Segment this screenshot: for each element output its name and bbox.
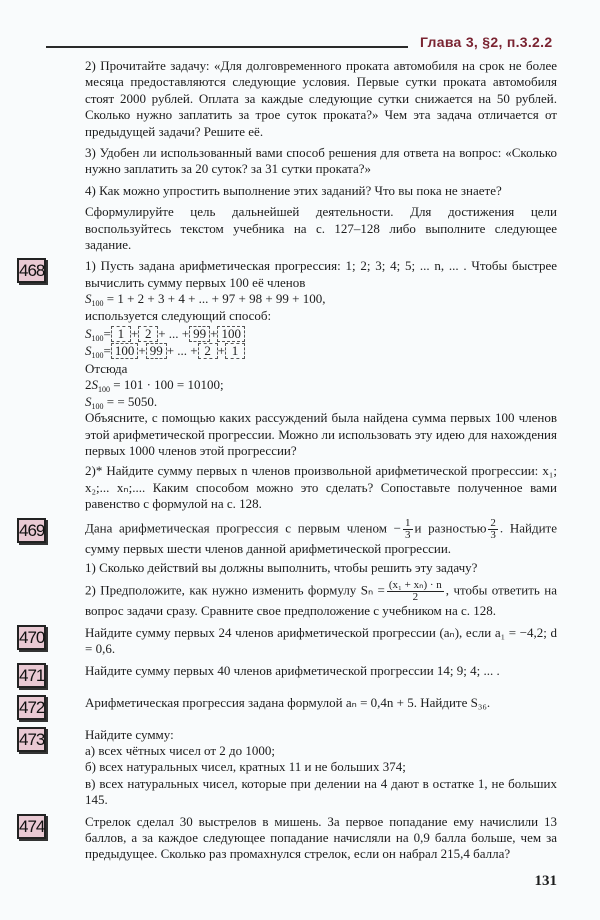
- task-number-468: 468: [17, 258, 46, 283]
- numerator: (x₁ + xₙ) · n: [388, 579, 442, 592]
- intro-p3: 3) Удобен ли использованный вами способ решения для ответа на вопрос: «Сколько нужно заплатить за 20 суток? за 31 сутки проката?»: [85, 145, 557, 177]
- pair-row-1: [85, 326, 557, 342]
- fraction: [488, 518, 498, 541]
- denominator: 3: [490, 528, 496, 541]
- plus: +: [217, 342, 225, 358]
- task-number-469: 469: [17, 518, 46, 543]
- plus: +: [210, 326, 218, 342]
- header-rule: [46, 46, 408, 48]
- task-number-470: 470: [17, 625, 46, 650]
- task-472-text: Арифметическая прогрессия задана формулой aₙ = 0,4n + 5. Найдите S₃₆.: [85, 694, 491, 710]
- fraction: [403, 518, 413, 541]
- task-number-473: 473: [17, 727, 46, 752]
- sum-line: [85, 291, 557, 307]
- boxed-term: 99: [146, 343, 167, 359]
- p2-text: 2)* Найдите сумму первых n членов произвольной арифметической прогрессии:: [85, 463, 539, 479]
- task-471-text: Найдите сумму первых 40 членов арифметической прогрессии 14; 9; 4; ... .: [85, 662, 500, 678]
- formula-fraction: [387, 580, 444, 603]
- p2-text-cont: x₁; x₂;... xₙ;.... Каким способом можно это сделать? Сопоставьте полученное вами равенство с формулой на с. 128.: [85, 463, 558, 512]
- intro-p4: 4) Как можно упростить выполнение этих заданий? Что вы пока не знаете?: [85, 182, 502, 198]
- text: , чтобы ответить на вопрос задачи сразу. Сравните свое предположение с учебником на с. 128.: [85, 582, 557, 619]
- text: Дана арифметическая прогрессия с первым членом −: [85, 520, 401, 536]
- text: . Найдите сумму первых шести членов данной арифметической прогрессии.: [85, 520, 557, 556]
- method-label: используется следующий способ:: [85, 307, 272, 323]
- hence-label: Отсюда: [85, 360, 128, 376]
- page-header: [46, 34, 557, 54]
- task-469-statement: [85, 518, 557, 557]
- subscript: 100: [98, 385, 110, 395]
- coef: 2: [85, 377, 92, 393]
- task-number-471: 471: [17, 663, 46, 688]
- task-468-explain: Объясните, с помощью каких рассуждений была найдена сумма первых 100 членов этой арифметической прогрессии. Можно ли использовать эту идею для нахождения первых 1000 членов этой прогрессии?: [85, 410, 557, 458]
- text: и разностью: [414, 520, 487, 536]
- task-number-472: 472: [17, 695, 46, 720]
- pair-row-2: [85, 343, 557, 359]
- sum-expression: = 1 + 2 + 3 + 4 + ... + 97 + 98 + 99 + 100,: [106, 291, 326, 307]
- s-symbol: S: [85, 291, 92, 307]
- eq: =: [103, 326, 111, 342]
- task-468: [19, 258, 558, 512]
- task-473-c: в) всех натуральных чисел, которые при делении на 4 дают в остатке 1, не больших 145.: [85, 775, 557, 808]
- denominator: 2: [412, 591, 419, 604]
- boxed-term: 2: [138, 326, 158, 342]
- subscript: 100: [91, 350, 104, 360]
- plus: +: [138, 342, 146, 358]
- equation: = 101 · 100 = 10100;: [113, 377, 224, 393]
- equation: = = 5050.: [106, 393, 158, 409]
- s-symbol: S: [91, 377, 98, 393]
- task-474: [19, 813, 557, 863]
- eq: =: [103, 342, 111, 358]
- task-469-q2: [85, 580, 557, 619]
- boxed-term: 1: [111, 326, 131, 342]
- subscript: 100: [91, 299, 104, 309]
- boxed-term: 100: [217, 326, 245, 342]
- intro-p2: 2) Прочитайте задачу: «Для долговременного проката автомобиля на срок не более месяца предоставляются следующие условия. Первые сутки проката автомобиля стоят 2000 рублей. Оплата за каждые следующие сутки снижается на 50 рублей. Сколько нужно заплатить за трое суток проката?» Чем эта задача отличается от предыдущей задачи? Решите её.: [85, 58, 557, 139]
- boxed-term: 99: [189, 326, 210, 342]
- s-symbol: S: [85, 342, 92, 358]
- task-473-intro: Найдите сумму:: [85, 726, 174, 742]
- task-468-p1: 1) Пусть задана арифметическая прогрессия: 1; 2; 3; 4; 5; ... n, ... . Чтобы быстрее вычислить сумму первых 100 её членов: [85, 258, 557, 290]
- task-469-q1: 1) Сколько действий вы должны выполнить, чтобы решить эту задачу?: [85, 559, 478, 575]
- eq-line-2: [85, 394, 557, 410]
- task-473-b: б) всех натуральных чисел, кратных 11 и не больших 374;: [85, 759, 406, 775]
- task-472: [19, 694, 557, 722]
- dots: + ... +: [158, 326, 190, 342]
- denominator: 3: [405, 528, 411, 541]
- subscript: 100: [91, 401, 104, 411]
- s-symbol: S: [85, 326, 92, 342]
- boxed-term: 1: [225, 343, 245, 359]
- intro-p5: Сформулируйте цель дальнейшей деятельности. Для достижения цели воспользуйтесь текстом учебника на с. 127–128 либо выполните следующее задание.: [85, 204, 557, 253]
- task-470: [19, 624, 557, 658]
- text: 2) Предположите, как нужно изменить формулу Sₙ =: [85, 582, 385, 598]
- numerator: 1: [405, 516, 411, 529]
- dots: + ... +: [166, 342, 198, 358]
- task-number-474: 474: [17, 814, 46, 839]
- plus: +: [130, 326, 139, 342]
- task-473-a: а) всех чётных чисел от 2 до 1000;: [85, 743, 276, 758]
- task-469: [19, 516, 557, 620]
- task-468-p2: [85, 463, 557, 512]
- s-symbol: S: [85, 393, 92, 409]
- task-474-text: Стрелок сделал 30 выстрелов в мишень. За первое попадание ему начислили 13 баллов, а за каждое следующее попадание начисляли на 0,9 балла больше, чем за предыдущее. Сколько раз промахнулся стрелок, если он набрал 215,4 балла?: [85, 813, 557, 862]
- subscript: 100: [91, 334, 104, 344]
- task-470-text: Найдите сумму первых 24 членов арифметической прогрессии (aₙ), если a₁ = −4,2; d = 0,6.: [85, 624, 557, 657]
- chapter-header: Глава 3, §2, п.3.2.2: [420, 34, 553, 50]
- task-473: [19, 726, 557, 809]
- numerator: 2: [490, 516, 496, 529]
- eq-line-1: [85, 377, 557, 393]
- page-number: 131: [534, 872, 557, 889]
- boxed-term: 2: [198, 343, 218, 359]
- boxed-term: 100: [111, 343, 139, 359]
- task-471: [19, 662, 557, 690]
